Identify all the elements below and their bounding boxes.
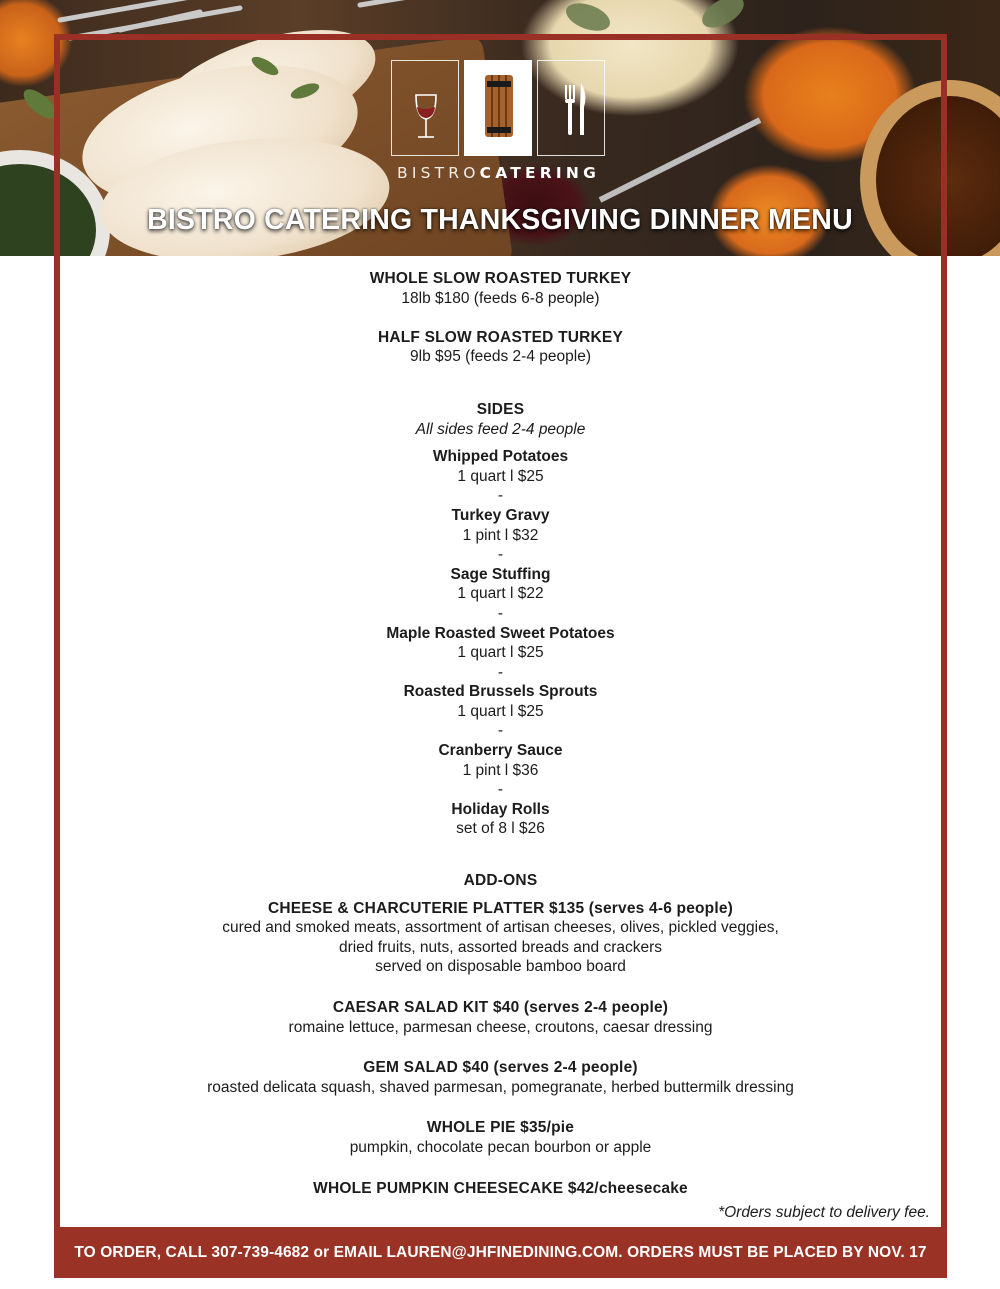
logo-box-wine: [391, 60, 459, 156]
side-item: [60, 447, 941, 486]
side-item: [60, 741, 941, 780]
side-separator: -: [497, 487, 504, 505]
side-separator: -: [497, 604, 504, 622]
side-item: [60, 800, 941, 839]
turkey-item-detail: 9lb $95 (feeds 2-4 people): [410, 348, 591, 366]
chef-jacket-icon: [465, 61, 533, 157]
addon-item-line: served on disposable bamboo board: [375, 958, 626, 976]
page-title: BISTRO CATERING THANKSGIVING DINNER MENU: [147, 204, 853, 236]
addons-heading: ADD-ONS: [463, 872, 538, 890]
side-separator: -: [497, 663, 504, 681]
addon-item-name: WHOLE PUMPKIN CHEESECAKE $42/cheesecake: [313, 1179, 688, 1197]
delivery-fee-note: *Orders subject to delivery fee.: [718, 1204, 930, 1221]
side-item-detail: 1 pint l $32: [462, 526, 539, 544]
wine-glass-icon: [392, 61, 460, 157]
turkey-item-name: HALF SLOW ROASTED TURKEY: [377, 328, 624, 346]
side-item-detail: 1 quart l $25: [457, 702, 544, 720]
addon-item: [60, 1118, 941, 1157]
addon-item-line: cured and smoked meats, assortment of artisan cheeses, olives, pickled veggies,: [222, 919, 779, 937]
side-item-name: Turkey Gravy: [451, 506, 550, 524]
side-item-name: Sage Stuffing: [450, 565, 551, 583]
addon-item: [60, 1179, 941, 1199]
side-item-detail: set of 8 l $26: [456, 820, 545, 838]
side-item-detail: 1 quart l $25: [457, 644, 544, 662]
logo-wordmark: [391, 164, 606, 182]
side-item-name: Maple Roasted Sweet Potatoes: [386, 624, 615, 642]
side-item-name: Roasted Brussels Sprouts: [403, 683, 598, 701]
sides-heading: SIDES: [476, 400, 525, 418]
turkey-item-detail: 18lb $180 (feeds 6-8 people): [401, 289, 600, 307]
bistro-catering-logo: [391, 60, 606, 186]
addon-item: [60, 1058, 941, 1097]
frame-top-border: [54, 34, 947, 40]
addon-item-name: CAESAR SALAD KIT $40 (serves 2-4 people): [332, 999, 669, 1016]
side-separator: -: [497, 722, 504, 740]
logo-box-cutlery: [537, 60, 605, 156]
logo-word-catering: CATERING: [479, 164, 600, 182]
side-item: [60, 682, 941, 721]
side-item-name: Holiday Rolls: [451, 800, 550, 818]
sides-subheading: All sides feed 2-4 people: [415, 420, 586, 438]
logo-word-bistro: BISTRO: [396, 164, 480, 182]
side-item: [60, 624, 941, 663]
addon-item-name: GEM SALAD $40 (serves 2-4 people): [363, 1059, 638, 1077]
frame-right-border: [941, 34, 947, 1278]
addon-item: [60, 899, 941, 977]
side-item-name: Cranberry Sauce: [438, 742, 563, 760]
side-item: [60, 506, 941, 545]
addon-item-name: CHEESE & CHARCUTERIE PLATTER $135 (serves 4-6 people): [267, 899, 734, 917]
side-separator: -: [497, 546, 504, 564]
addon-item-line: romaine lettuce, parmesan cheese, croutons, caesar dressing: [288, 1018, 713, 1036]
addon-item-name: WHOLE PIE $35/pie: [426, 1119, 575, 1137]
side-item-detail: 1 quart l $25: [457, 467, 544, 485]
side-item-detail: 1 quart l $22: [457, 585, 544, 603]
addon-item-line: roasted delicata squash, shaved parmesan, pomegranate, herbed buttermilk dressing: [207, 1078, 794, 1096]
addon-item-line: pumpkin, chocolate pecan bourbon or apple: [349, 1138, 652, 1156]
fork-knife-icon: [538, 61, 606, 157]
order-footer: TO ORDER, CALL 307-739-4682 or EMAIL LAUREN@JHFINEDINING.COM. ORDERS MUST BE PLACED BY NOV. 17: [54, 1227, 947, 1278]
side-item-detail: 1 pint l $36: [462, 761, 539, 779]
turkey-item-name: WHOLE SLOW ROASTED TURKEY: [369, 270, 632, 287]
turkey-item: [60, 269, 941, 308]
logo-box-chef: [464, 60, 532, 156]
turkey-item: [60, 328, 941, 367]
addon-item: [60, 998, 941, 1037]
side-item: [60, 565, 941, 604]
addon-item-line: dried fruits, nuts, assorted breads and crackers: [338, 938, 663, 956]
side-item-name: Whipped Potatoes: [432, 448, 569, 466]
side-separator: -: [497, 781, 504, 799]
menu-content: [60, 256, 941, 1198]
